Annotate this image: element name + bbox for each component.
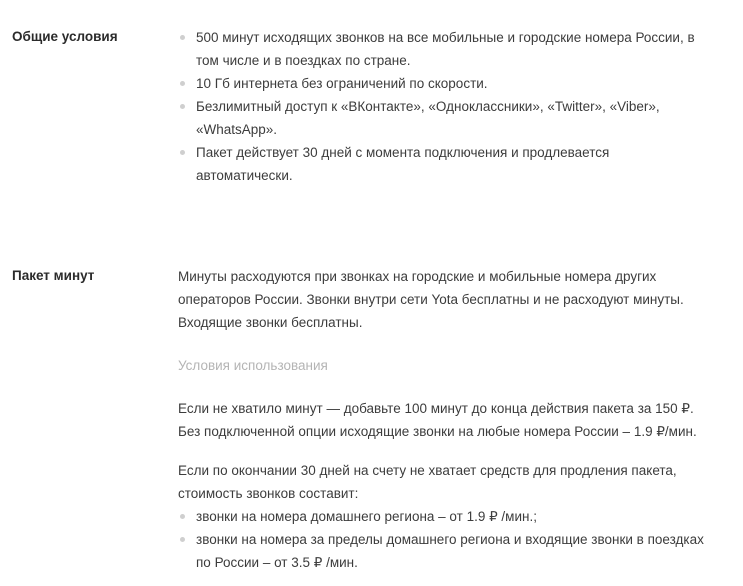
paragraph-spacer — [178, 334, 705, 354]
list-item: Безлимитный доступ к «ВКонтакте», «Одноклассники», «Twitter», «Viber», «WhatsApp». — [178, 95, 705, 141]
section-spacer — [0, 187, 725, 265]
paragraph-spacer — [178, 377, 705, 397]
section-body-general-conditions — [178, 26, 725, 187]
general-conditions-list — [178, 26, 705, 187]
list-item: 10 Гб интернета без ограничений по скорости. — [178, 72, 705, 95]
minutes-paragraph-2: Если по окончании 30 дней на счету не хватает средств для продления пакета, стоимость звонков составит: — [178, 463, 677, 501]
list-item: Пакет действует 30 дней с момента подключения и продлевается автоматически. — [178, 141, 705, 187]
section-label-minutes-package: Пакет минут — [12, 268, 95, 283]
paragraph-spacer — [178, 443, 705, 459]
section-body-minutes-package — [178, 265, 725, 574]
list-item: звонки на номера домашнего региона – от 1.9 ₽ /мин.; — [178, 505, 705, 528]
usage-conditions-subheading: Условия использования — [178, 358, 328, 373]
section-label-general-conditions: Общие условия — [12, 29, 118, 44]
list-item: звонки на номера за пределы домашнего региона и входящие звонки в поездках по России – от 3.5 ₽ /мин. — [178, 528, 705, 574]
minutes-paragraph-1: Если не хватило минут — добавьте 100 минут до конца действия пакета за 150 ₽. Без подключенной опции исходящие звонки на любые номера России – 1.9 ₽/мин. — [178, 401, 697, 439]
list-item: 500 минут исходящих звонков на все мобильные и городские номера России, в том числе и в поездках по стране. — [178, 26, 705, 72]
section-minutes-package — [0, 265, 725, 574]
minutes-intro-paragraph: Минуты расходуются при звонках на городские и мобильные номера других операторов России. Звонки внутри сети Yota бесплатны и не расходуют минуты. Входящие звонки бесплатны. — [178, 269, 684, 330]
section-general-conditions — [0, 26, 725, 187]
minutes-tariff-list — [178, 505, 705, 574]
